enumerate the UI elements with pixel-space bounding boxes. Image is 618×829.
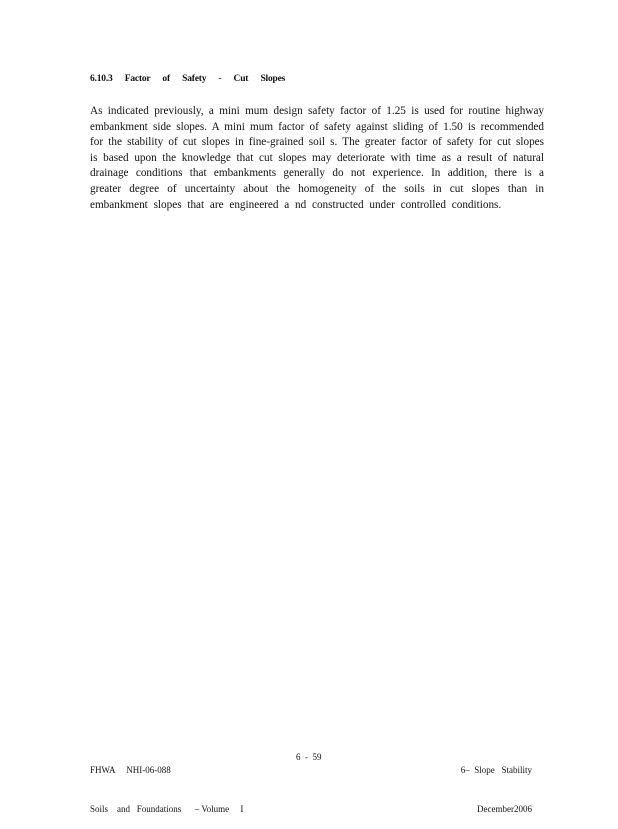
paragraph-line: As indicated previously, a mini mum design safety factor of 1.25 is used for routine highway [90, 105, 544, 117]
paragraph-line: greater degree of uncertainty about the homogeneity of the soils in cut slopes than in [90, 182, 544, 195]
paragraph-line: drainage conditions that embankments generally do not experience. In addition, there is a [90, 167, 544, 180]
footer-volume-title: Soils and Foundations – Volume I [90, 804, 244, 814]
paragraph-line: embankment side slopes. A mini mum factor of safety against sliding of 1.50 is recommended [90, 120, 544, 133]
paragraph-line: for the stability of cut slopes in fine-grained soil s. The greater factor of safety for cut slopes [90, 136, 544, 149]
footer-chapter: 6– Slope Stability [460, 765, 532, 775]
paragraph-line: is based upon the knowledge that cut slopes may deteriorate with time as a result of natural [90, 151, 544, 164]
section-heading: 6.10.3 Factor of Safety - Cut Slopes [90, 74, 286, 84]
paragraph-line: embankment slopes that are engineered a nd constructed under controlled conditions. [90, 198, 502, 211]
footer-date: December2006 [477, 804, 532, 814]
footer-page-number: 6 - 59 [296, 752, 322, 762]
body-paragraph [90, 104, 544, 213]
footer-report-id: FHWA NHI-06-088 [90, 765, 171, 775]
footer-right [461, 738, 532, 829]
footer-left [90, 738, 243, 829]
